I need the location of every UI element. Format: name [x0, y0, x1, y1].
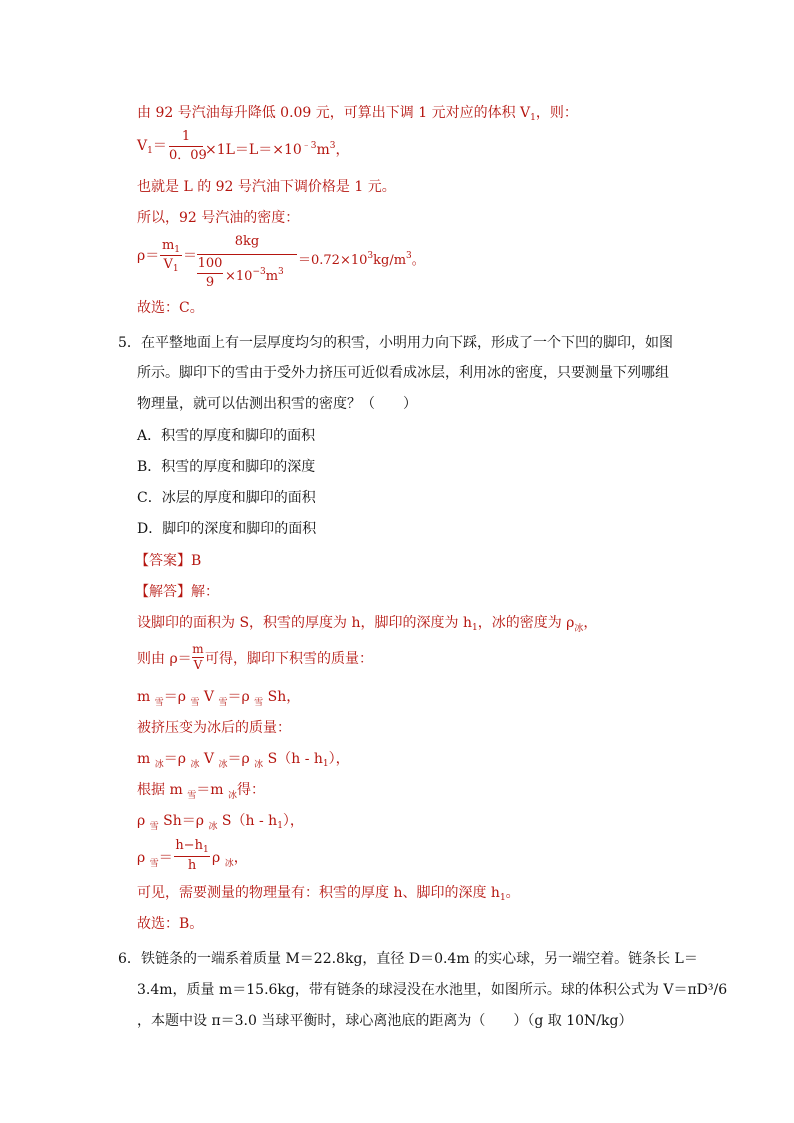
subscript: 1 — [174, 245, 181, 255]
subscript: 冰 — [218, 760, 228, 770]
text: 得： — [236, 782, 265, 798]
superscript: 3 — [278, 267, 284, 277]
fraction-bar — [169, 146, 203, 147]
text: V — [137, 138, 148, 154]
subscript: 冰 — [190, 760, 200, 770]
text: ρ — [137, 850, 150, 866]
v1-fraction — [169, 129, 207, 165]
q5-stem-line-2: 所示。脚印下的雪由于受外力挤压可近似看成冰层，利用冰的密度，只要测量下列哪组 — [137, 365, 669, 381]
subscript: 1 — [530, 113, 536, 123]
fraction-denominator: 0．09 — [169, 148, 207, 163]
q5-choice: 故选：B。 — [137, 916, 204, 932]
text: ， — [335, 142, 350, 158]
v1-formula-lhs — [137, 137, 167, 160]
text: Sh＝ρ — [158, 813, 209, 829]
q5-analysis-line-5 — [137, 750, 350, 774]
analysis-label: 【解答】 — [135, 584, 191, 600]
text: 。 — [505, 885, 520, 901]
text: S（h - h — [217, 813, 278, 829]
solution-line-4: 所以，92 号汽油的密度： — [137, 210, 300, 226]
text: ＝ρ — [227, 751, 255, 767]
subscript: 冰 — [574, 624, 584, 634]
text: ρ — [212, 850, 225, 866]
text: S（h - h — [263, 751, 323, 767]
subscript: 1 — [202, 845, 209, 855]
q6-stem-line-3: ，本题中设 π＝3.0 当球平衡时，球心离池底的距离为（ ）（g 取 10N/kg） — [137, 1013, 633, 1029]
superscript: ﹣3 — [301, 141, 317, 151]
q5-option-d: D．脚印的深度和脚印的面积 — [137, 521, 317, 537]
text: 设脚印的面积为 S，积雪的厚度为 h，脚印的深度为 h — [137, 615, 472, 631]
subscript: 雪 — [149, 859, 159, 869]
text: ×1L＝L＝×10 — [205, 142, 302, 158]
v1-formula-rest — [205, 137, 350, 159]
text: 。 — [411, 253, 425, 268]
subscript: 冰 — [254, 760, 264, 770]
fraction-denominator: V — [193, 658, 203, 672]
text: m — [137, 689, 155, 705]
text: ×10 — [225, 269, 253, 284]
fraction-denominator — [160, 257, 182, 277]
superscript: 3 — [329, 141, 336, 151]
text: ＝ρ — [227, 689, 255, 705]
subscript: 雪 — [218, 698, 228, 708]
fraction-denominator: h — [187, 858, 197, 873]
fraction-denominator: 9 — [205, 275, 215, 290]
text: ＝ρ — [163, 751, 191, 767]
rho-result — [298, 247, 425, 270]
q5-analysis-line-6 — [137, 781, 265, 805]
rho-fraction-2 — [197, 234, 297, 292]
subscript: 冰 — [154, 760, 164, 770]
solution-line-1 — [137, 104, 578, 127]
subscript: 雪 — [187, 791, 197, 801]
rho-formula-lhs: ρ＝ — [137, 248, 160, 264]
text: m — [265, 269, 279, 284]
subscript: 雪 — [154, 698, 164, 708]
density-fraction — [192, 642, 204, 676]
fraction-numerator: 8kg — [234, 234, 260, 249]
q5-analysis-line-1 — [137, 614, 597, 638]
text: ＝ — [158, 850, 173, 866]
q5-stem-line-3: 物理量，就可以估测出积雪的密度？（ ） — [137, 396, 417, 412]
fraction-bar — [197, 254, 297, 255]
text: ＝0.72×10 — [298, 253, 368, 268]
rho-fraction-1 — [160, 238, 182, 274]
text: h−h — [175, 838, 203, 853]
nested-fraction — [197, 256, 223, 290]
fraction-bar — [197, 273, 223, 274]
fraction-numerator: 1 — [181, 129, 191, 144]
q6-stem-line-2: 3.4m，质量 m＝15.6kg，带有链条的球浸没在水池里，如图所示。球的体积公式为 V＝πD³/6 — [137, 982, 728, 998]
text: ， — [583, 615, 598, 631]
subscript: 雪 — [190, 698, 200, 708]
text: m — [316, 142, 330, 158]
fraction-bar — [174, 856, 210, 857]
text: ）， — [328, 751, 350, 767]
text: ＝m — [196, 782, 228, 798]
superscript: 3 — [406, 251, 412, 261]
superscript: −3 — [252, 267, 266, 277]
subscript: 冰 — [227, 791, 237, 801]
fraction-numerator: 100 — [197, 256, 223, 271]
text: m — [161, 238, 175, 253]
text: ρ — [137, 813, 150, 829]
q5-analysis-line-8b — [212, 849, 248, 873]
solution-line-3: 也就是 L 的 92 号汽油下调价格是 1 元。 — [137, 179, 396, 195]
q5-analysis-header — [135, 583, 219, 601]
text: Sh， — [263, 689, 301, 705]
q5-analysis-line-8a — [137, 849, 173, 873]
text: ＝ρ — [163, 689, 191, 705]
text: 可见，需要测量的物理量有：积雪的厚度 h、脚印的深度 h — [137, 885, 500, 901]
subscript: 1 — [147, 146, 153, 156]
q5-analysis-line-2b: 可得，脚印下积雪的质量： — [205, 651, 373, 667]
solution-choice: 故选：C。 — [137, 300, 204, 316]
q5-analysis-line-3 — [137, 688, 300, 712]
text: 解： — [191, 584, 219, 600]
q5-option-a: A．积雪的厚度和脚印的面积 — [137, 428, 316, 444]
q5-stem-line-1: 在平整地面上有一层厚度均匀的积雪，小明用力向下踩，形成了一个下凹的脚印，如图 — [141, 335, 673, 351]
text: V — [199, 751, 219, 767]
q5-number: 5． — [118, 335, 141, 351]
q6-stem-line-1: 铁链条的一端系着质量 M＝22.8kg，直径 D＝0.4m 的实心球，另一端空着。链条长 L＝ — [141, 951, 698, 967]
subscript: 雪 — [254, 698, 264, 708]
q5-analysis-line-4: 被挤压变为冰后的质量： — [137, 720, 291, 736]
subscript: 1 — [499, 893, 506, 903]
subscript: 雪 — [149, 822, 159, 832]
text: ，则： — [535, 105, 578, 121]
q5-option-c: C．冰层的厚度和脚印的面积 — [137, 490, 316, 506]
superscript: 3 — [367, 251, 374, 261]
text: 根据 m — [137, 782, 188, 798]
text: V — [163, 257, 173, 272]
fraction-bar — [160, 255, 182, 256]
text: 由 92 号汽油每升降低 0.09 元，可算出下调 1 元对应的体积 V — [137, 105, 531, 121]
fraction-numerator — [174, 838, 210, 858]
subscript: 1 — [471, 623, 478, 633]
subscript: 冰 — [224, 859, 234, 869]
subscript: 1 — [322, 759, 329, 769]
fraction-numerator: m — [192, 642, 204, 656]
subscript: 1 — [172, 264, 179, 274]
text: ， — [233, 850, 248, 866]
text: ＝ — [152, 138, 167, 154]
q5-analysis-line-9 — [137, 884, 520, 907]
answer-value: B — [191, 553, 202, 569]
subscript: 1 — [277, 821, 283, 831]
q5-analysis-line-7 — [137, 812, 304, 836]
text: ，冰的密度为 ρ — [477, 615, 575, 631]
text: ）， — [282, 813, 304, 829]
text: kg/m — [373, 253, 407, 268]
text: V — [199, 689, 219, 705]
subscript: 冰 — [208, 822, 218, 832]
answer-label: 【答案】 — [135, 553, 191, 569]
q6-number: 6． — [118, 951, 141, 967]
snow-density-fraction — [174, 838, 210, 874]
fraction-denominator-rest — [225, 265, 297, 284]
text: m — [137, 751, 155, 767]
q5-analysis-line-2a: 则由 ρ＝ — [137, 651, 192, 667]
rho-eq-2: ＝ — [183, 248, 197, 264]
q5-option-b: B．积雪的厚度和脚印的深度 — [137, 459, 316, 475]
q5-answer — [135, 552, 201, 570]
